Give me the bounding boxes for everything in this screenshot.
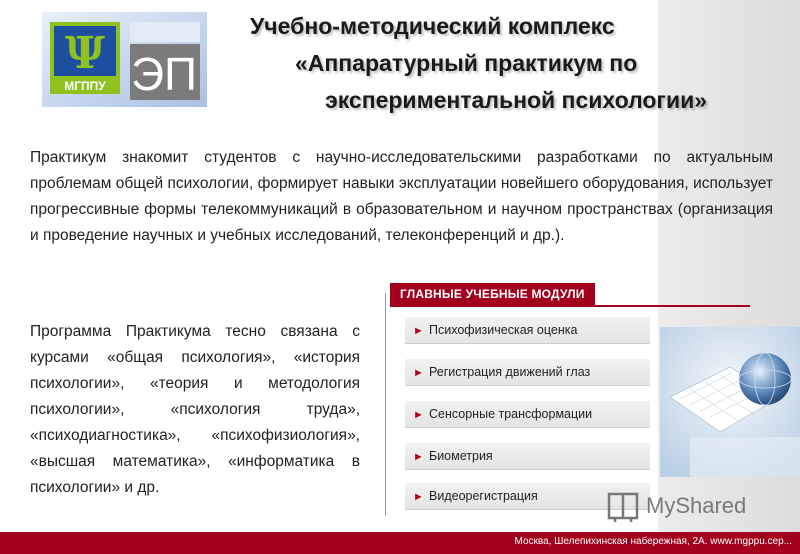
watermark-text: MyShared	[646, 493, 747, 518]
module-item-label: Биометрия	[429, 449, 493, 463]
svg-text:ЭП: ЭП	[130, 48, 198, 100]
module-item-biometry[interactable]	[405, 443, 650, 470]
modules-divider	[385, 293, 386, 516]
intro-paragraph: Практикум знакомит студентов с научно-исследовательскими разработками по актуальным проблемам общей психологии, формирует навыки эксплуатации новейшего оборудования, использует прогрессивные формы телекоммуникаций в образовательном и научном пространствах (организация и проведение научных и учебных исследований, телеконференций и др.).	[30, 149, 773, 244]
play-arrow-icon: ►	[413, 367, 424, 379]
footer-bar	[0, 532, 800, 554]
module-item-eye-tracking[interactable]	[405, 359, 650, 386]
module-item-psychophysical[interactable]	[405, 317, 650, 344]
myshared-logo-icon	[606, 491, 640, 523]
myshared-watermark	[606, 491, 776, 525]
module-item-sensory[interactable]	[405, 401, 650, 428]
modules-header-rule	[390, 305, 750, 307]
module-item-label: Регистрация движений глаз	[429, 365, 591, 379]
module-item-label: Психофизическая оценка	[429, 323, 578, 337]
title-line-2: «Аппаратурный практикум по	[295, 50, 638, 76]
title-line-3: экспериментальной психологии»	[325, 87, 708, 113]
logo-text: МГППУ	[64, 79, 106, 93]
play-arrow-icon: ►	[413, 325, 424, 337]
footer-address: Москва, Шелепихинская набережная, 2А. www.mgppu.сер...	[514, 536, 792, 547]
module-item-label: Сенсорные трансформации	[429, 407, 593, 421]
mgppu-logo	[42, 12, 207, 107]
globe-keyboard-image	[660, 327, 800, 477]
module-item-label: Видеорегистрация	[429, 489, 538, 503]
page-title	[210, 8, 770, 119]
title-line-1: Учебно-методический комплекс	[250, 13, 615, 39]
modules-header: ГЛАВНЫЕ УЧЕБНЫЕ МОДУЛИ	[390, 283, 595, 305]
program-paragraph: Программа Практикума тесно связана с курсами «общая психология», «история психологии», «теория и методология психологии», «психология труда», «психодиагностика», «психофизиология», «высшая математика», «информатика в психологии» и др.	[30, 323, 360, 496]
svg-text:Ψ: Ψ	[64, 28, 106, 79]
play-arrow-icon: ►	[413, 409, 424, 421]
play-arrow-icon: ►	[413, 491, 424, 503]
play-arrow-icon: ►	[413, 451, 424, 463]
